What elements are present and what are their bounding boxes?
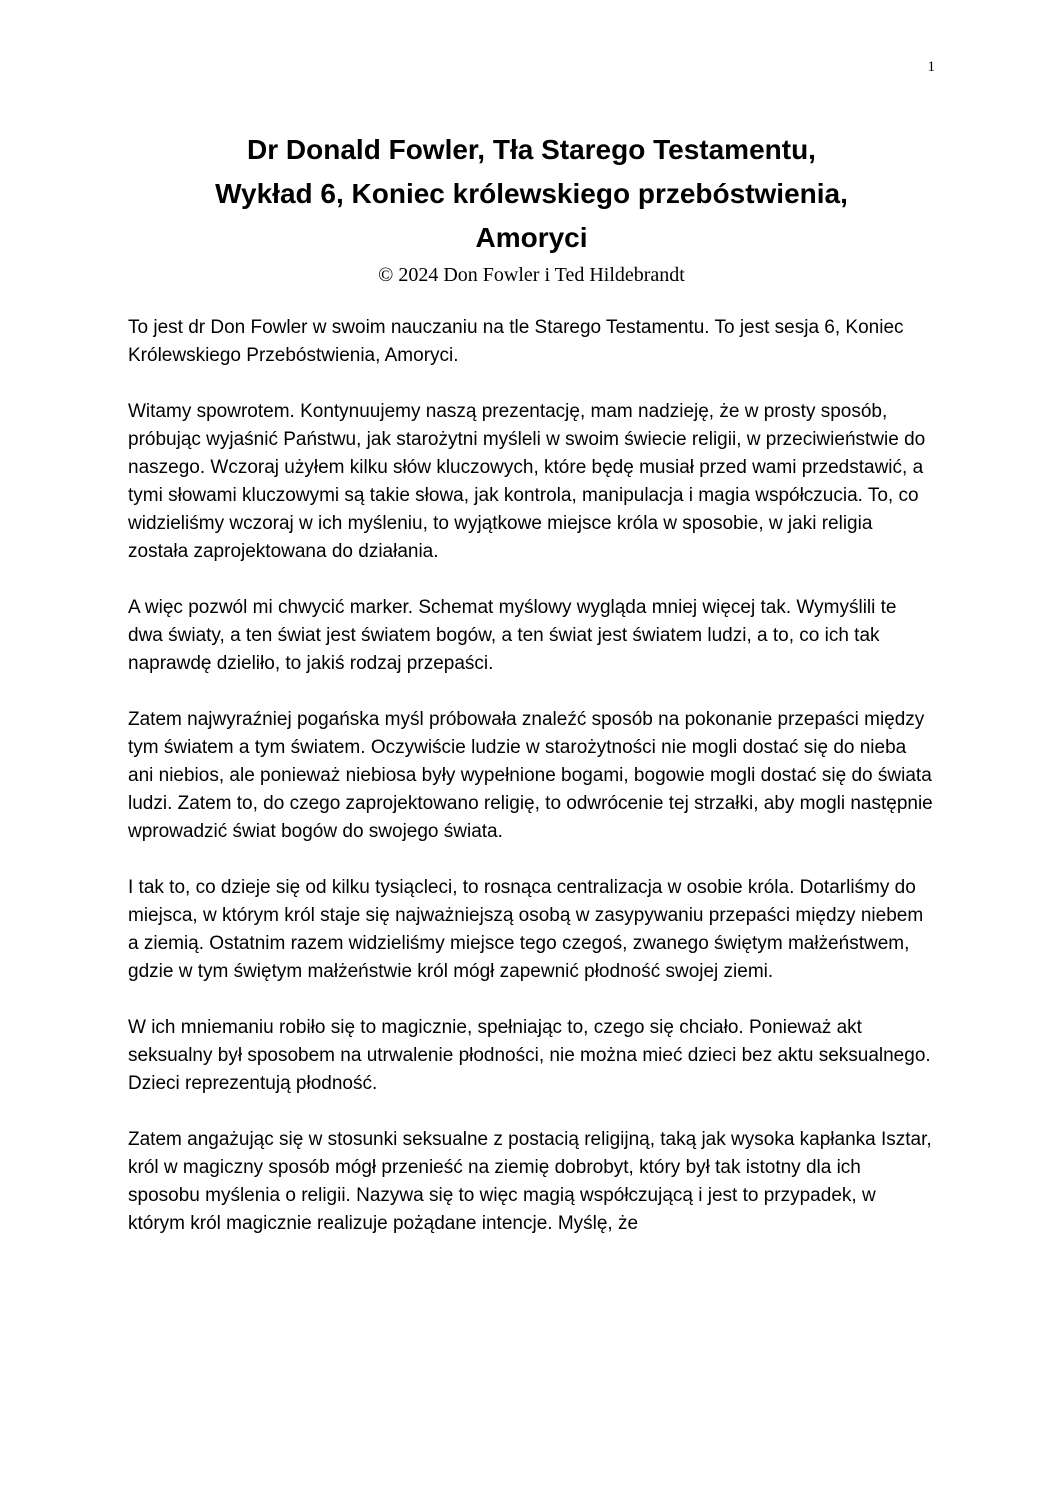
paragraph: Witamy spowrotem. Kontynuujemy naszą prezentację, mam nadzieję, że w prosty sposób, próbując wyjaśnić Państwu, jak starożytni myśleli w swoim świecie religii, w przeciwieństwie do naszego. Wczoraj użyłem kilku słów kluczowych, które będę musiał przed wami przedstawić, a tymi słowami kluczowymi są takie słowa, jak kontrola, manipulacja i magia współczucia. To, co widzieliśmy wczoraj w ich myśleniu, to wyjątkowe miejsce króla w sposobie, w jaki religia została zaprojektowana do działania. [128,401,926,562]
paragraph: To jest dr Don Fowler w swoim nauczaniu na tle Starego Testamentu. To jest sesja 6, Koniec Królewskiego Przebóstwienia, Amoryci. [128,317,904,366]
title-line: Dr Donald Fowler, Tła Starego Testamentu, [247,134,816,165]
paragraph: Zatem angażując się w stosunki seksualne z postacią religijną, taką jak wysoka kapłanka Isztar, król w magiczny sposób mógł przenieść na ziemię dobrobyt, który był tak istotny dla ich sposobu myślenia o religii. Nazywa się to więc magią współczującą i jest to przypadek, w którym król magicznie realizuje pożądane intencje. Myślę, że [128,1129,932,1234]
paragraph: A więc pozwól mi chwycić marker. Schemat myślowy wygląda mniej więcej tak. Wymyślili te dwa światy, a ten świat jest światem bogów, a ten świat jest światem ludzi, a to, co ich tak naprawdę dzieliło, to jakiś rodzaj przepaści. [128,597,897,674]
document-title [128,128,935,260]
paragraph: Zatem najwyraźniej pogańska myśl próbowała znaleźć sposób na pokonanie przepaści między tym światem a tym światem. Oczywiście ludzie w starożytności nie mogli dostać się do nieba ani niebios, ale ponieważ niebiosa były wypełnione bogami, bogowie mogli dostać się do świata ludzi. Zatem to, do czego zaprojektowano religię, to odwrócenie tej strzałki, aby mogli następnie wprowadzić świat bogów do swojego świata. [128,709,933,842]
paragraph: I tak to, co dzieje się od kilku tysiącleci, to rosnąca centralizacja w osobie króla. Dotarliśmy do miejsca, w którym król staje się najważniejszą osobą w zasypywaniu przepaści między niebem a ziemią. Ostatnim razem widzieliśmy miejsce tego czegoś, zwanego świętym małżeństwem, gdzie w tym świętym małżeństwie król mógł zapewnić płodność swojej ziemi. [128,877,924,982]
copyright-line: © 2024 Don Fowler i Ted Hildebrandt [378,264,685,286]
title-line: Wykład 6, Koniec królewskiego przebóstwienia, [215,178,848,209]
paragraph: W ich mniemaniu robiło się to magicznie, spełniając to, czego się chciało. Ponieważ akt seksualny był sposobem na utrwalenie płodności, nie można mieć dzieci bez aktu seksualnego. Dzieci reprezentują płodność. [128,1017,931,1094]
page-number: 1 [927,59,935,75]
title-line: Amoryci [475,222,588,253]
document-body [128,314,935,1238]
